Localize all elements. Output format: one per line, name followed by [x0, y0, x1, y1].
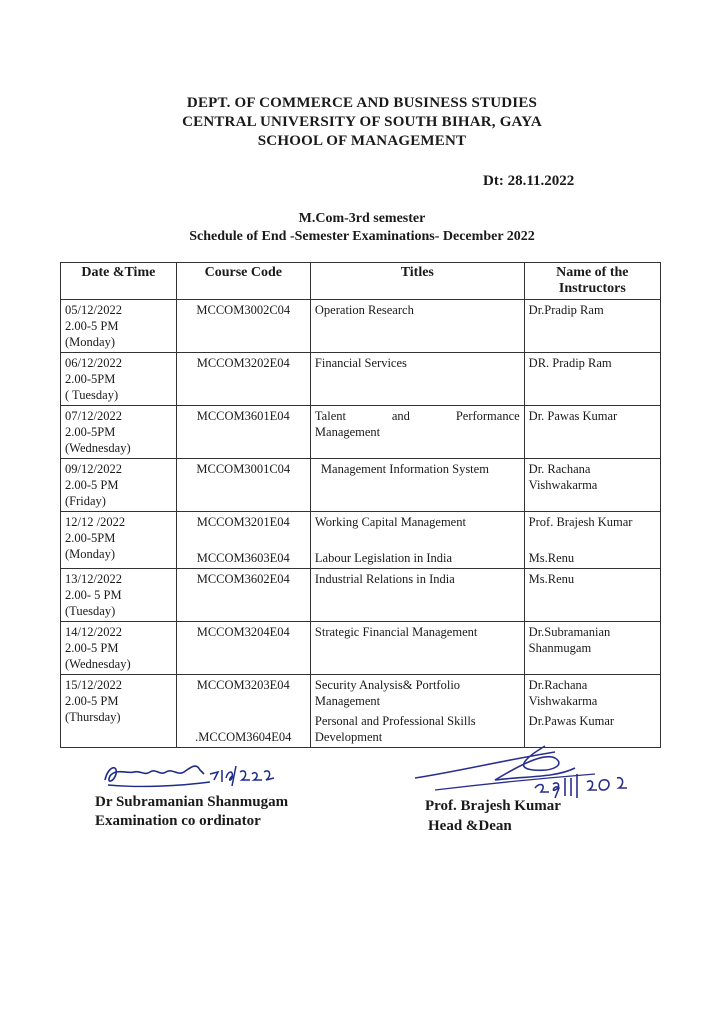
course-code: MCCOM3203E04	[196, 678, 290, 692]
exam-time: 2.00-5PM	[65, 425, 116, 439]
instructor-name: Dr.Pradip Ram	[528, 303, 604, 317]
document-date: Dt: 28.11.2022	[483, 173, 575, 189]
instructor-name: Dr. Pawas Kumar	[528, 409, 618, 423]
course-code: MCCOM3201E04	[196, 515, 290, 529]
instructor-name-2: Dr.Pawas Kumar	[528, 714, 615, 728]
table-row	[61, 622, 661, 675]
title-word: Talent	[314, 409, 346, 423]
instructor-name-line2: Vishwakarma	[528, 694, 598, 708]
course-code: MCCOM3002C04	[196, 303, 291, 317]
table-row	[61, 406, 661, 459]
course-code: MCCOM3001C04	[196, 462, 291, 476]
coordinator-handwritten-signature	[100, 752, 275, 794]
instructor-name-2: Ms.Renu	[528, 551, 575, 565]
course-title: Management Information System	[320, 462, 489, 476]
exam-time: 2.00-5PM	[65, 531, 116, 545]
course-code: MCCOM3601E04	[196, 409, 290, 423]
table-row	[61, 569, 661, 622]
table-row	[61, 459, 661, 512]
course-code-2: .MCCOM3604E04	[195, 730, 292, 744]
exam-time: 2.00-5 PM	[65, 641, 119, 655]
course-title: Industrial Relations in India	[314, 572, 455, 586]
course-code-2: MCCOM3603E04	[196, 551, 290, 565]
instructor-name-line1: Dr. Rachana	[528, 462, 591, 476]
instructor-name-line2: Vishwakarma	[528, 478, 598, 492]
exam-date: 06/12/2022	[65, 356, 122, 370]
course-code: MCCOM3202E04	[196, 356, 290, 370]
exam-day: (Monday)	[65, 335, 115, 349]
exam-date: 07/12/2022	[65, 409, 122, 423]
dean-name: Prof. Brajesh Kumar	[425, 798, 561, 814]
instructor-name-line1: Dr.Rachana	[528, 678, 588, 692]
exam-date: 09/12/2022	[65, 462, 122, 476]
title-word: and	[391, 409, 410, 423]
course-title-line2: Management	[314, 694, 381, 708]
table-row	[61, 512, 661, 569]
exam-day: (Friday)	[65, 494, 106, 508]
course-title: Operation Research	[314, 303, 414, 317]
course-title-line1: Security Analysis& Portfolio	[314, 678, 461, 692]
column-header-course-code: Course Code	[176, 263, 310, 300]
course-code: MCCOM3602E04	[196, 572, 290, 586]
title-word: Performance	[455, 409, 520, 423]
column-header-date: Date &Time	[61, 263, 177, 300]
instructor-name: DR. Pradip Ram	[528, 356, 612, 370]
exam-time: 2.00-5 PM	[65, 478, 119, 492]
instructor-name-line1: Dr.Subramanian	[528, 625, 611, 639]
course-title: Working Capital Management	[314, 515, 466, 529]
exam-date: 15/12/2022	[65, 678, 122, 692]
exam-time: 2.00-5 PM	[65, 694, 119, 708]
course-title-line1	[315, 408, 520, 424]
exam-day: (Tuesday)	[65, 604, 116, 618]
schedule-title: Schedule of End -Semester Examinations- December 2022	[189, 229, 535, 244]
course-title-line2: Management	[314, 425, 381, 439]
instructor-name: Ms.Renu	[528, 572, 575, 586]
dean-role: Head &Dean	[428, 818, 512, 834]
exam-time: 2.00- 5 PM	[65, 588, 122, 602]
course-title-2-line1: Personal and Professional Skills	[314, 714, 476, 728]
exam-day: (Wednesday)	[65, 657, 131, 671]
dean-handwritten-signature	[405, 738, 680, 800]
coordinator-role: Examination co ordinator	[95, 813, 261, 829]
school-heading: SCHOOL OF MANAGEMENT	[257, 133, 467, 149]
exam-day: (Monday)	[65, 547, 115, 561]
exam-time: 2.00-5 PM	[65, 319, 119, 333]
table-row	[61, 353, 661, 406]
exam-date: 14/12/2022	[65, 625, 122, 639]
column-header-instructors: Name of the Instructors	[524, 263, 660, 300]
exam-date: 13/12/2022	[65, 572, 122, 586]
table-header-row	[61, 263, 661, 300]
dept-heading: DEPT. OF COMMERCE AND BUSINESS STUDIES	[186, 95, 538, 111]
coordinator-name: Dr Subramanian Shanmugam	[95, 794, 289, 810]
exam-date: 05/12/2022	[65, 303, 122, 317]
exam-time: 2.00-5PM	[65, 372, 116, 386]
table-row	[61, 300, 661, 353]
program-heading: M.Com-3rd semester	[298, 211, 426, 226]
exam-schedule-table	[60, 262, 661, 748]
course-title-2-line2: Development	[314, 730, 383, 744]
course-title: Financial Services	[314, 356, 407, 370]
exam-day: ( Tuesday)	[65, 388, 119, 402]
exam-day: (Wednesday)	[65, 441, 131, 455]
course-code: MCCOM3204E04	[196, 625, 290, 639]
table-row	[61, 675, 661, 748]
course-title-2: Labour Legislation in India	[314, 551, 453, 565]
instructor-name: Prof. Brajesh Kumar	[528, 515, 633, 529]
course-title: Strategic Financial Management	[314, 625, 478, 639]
exam-day: (Thursday)	[65, 710, 121, 724]
column-header-titles: Titles	[310, 263, 524, 300]
instructor-name-line2: Shanmugam	[528, 641, 592, 655]
university-heading: CENTRAL UNIVERSITY OF SOUTH BIHAR, GAYA	[182, 114, 542, 130]
exam-date: 12/12 /2022	[65, 515, 126, 529]
